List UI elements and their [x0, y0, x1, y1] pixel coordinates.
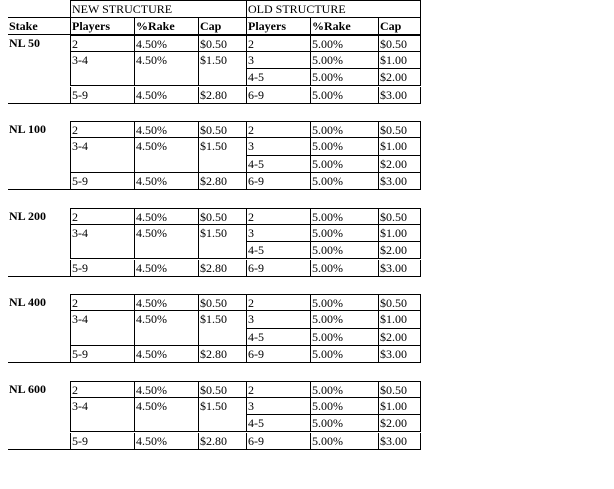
table-cell: 4-5: [246, 415, 310, 432]
table-cell: [134, 156, 198, 173]
table-cell: [198, 242, 246, 259]
table-cell: 3-4: [70, 52, 134, 69]
table-cell: 4-5: [246, 329, 310, 346]
table-cell: $1.00: [378, 225, 421, 242]
table-cell: 4.50%: [134, 35, 198, 52]
table-cell: [134, 69, 198, 86]
table-cell: 3-4: [70, 398, 134, 415]
column-header-1: Players: [70, 17, 134, 34]
table-cell: $2.00: [378, 69, 421, 86]
table-cell: $2.00: [378, 329, 421, 346]
table-cell: $1.00: [378, 52, 421, 69]
spacer-cell: [8, 363, 70, 380]
table-cell: 4-5: [246, 242, 310, 259]
table-cell: 5.00%: [310, 69, 378, 86]
group-spacer-row: [8, 104, 421, 121]
table-row: [8, 294, 421, 311]
table-cell: 4.50%: [134, 346, 198, 363]
table-cell: $3.00: [378, 87, 421, 104]
table-cell: 4-5: [246, 156, 310, 173]
empty-corner-cell: [8, 0, 70, 17]
stake-label: NL 50: [9, 35, 41, 50]
table-cell: $0.50: [378, 381, 421, 398]
table-cell: $3.00: [378, 260, 421, 277]
table-cell: 5.00%: [310, 329, 378, 346]
group-spacer-row: [8, 450, 421, 467]
table-cell: 2: [70, 35, 134, 52]
column-header-2: %Rake: [134, 17, 198, 34]
table-cell: [198, 329, 246, 346]
stake-cell: [8, 225, 70, 242]
stake-label: NL 200: [9, 208, 47, 223]
table-cell: 6-9: [246, 260, 310, 277]
stake-label: NL 100: [9, 122, 47, 137]
table-cell: $0.50: [198, 294, 246, 311]
table-row: [8, 415, 421, 432]
table-cell: 2: [70, 208, 134, 225]
table-cell: [198, 69, 246, 86]
table-row: [8, 138, 421, 155]
table-row: [8, 381, 421, 398]
stake-label: NL 600: [9, 381, 47, 396]
table-cell: $2.80: [198, 346, 246, 363]
table-cell: 5.00%: [310, 242, 378, 259]
table-cell: 6-9: [246, 87, 310, 104]
table-cell: 4.50%: [134, 311, 198, 328]
stake-cell: [8, 260, 70, 277]
table-cell: 4.50%: [134, 208, 198, 225]
table-cell: 4.50%: [134, 294, 198, 311]
table-cell: 4.50%: [134, 138, 198, 155]
table-cell: 4.50%: [134, 173, 198, 190]
table-cell: [134, 415, 198, 432]
spacer-cell: [8, 277, 70, 294]
old-structure-title: OLD STRUCTURE: [246, 0, 421, 17]
table-cell: 3-4: [70, 138, 134, 155]
stake-cell: [8, 346, 70, 363]
table-cell: [134, 329, 198, 346]
spacer-cell: [70, 190, 421, 207]
table-cell: 5.00%: [310, 87, 378, 104]
table-row: [8, 433, 421, 450]
table-row: [8, 346, 421, 363]
table-cell: 2: [246, 381, 310, 398]
table-cell: 5.00%: [310, 138, 378, 155]
stake-cell: [8, 69, 70, 86]
table-row: [8, 173, 421, 190]
stake-cell: [8, 52, 70, 69]
table-cell: 5.00%: [310, 346, 378, 363]
stake-cell: [8, 138, 70, 155]
table-cell: $1.50: [198, 52, 246, 69]
table-cell: 4.50%: [134, 260, 198, 277]
table-cell: 6-9: [246, 173, 310, 190]
table-cell: $3.00: [378, 433, 421, 450]
table-cell: 3: [246, 225, 310, 242]
table-cell: 5-9: [70, 433, 134, 450]
stake-cell: [8, 398, 70, 415]
table-cell: 4-5: [246, 69, 310, 86]
table-cell: 4.50%: [134, 87, 198, 104]
table-cell: 6-9: [246, 346, 310, 363]
table-cell: 3: [246, 138, 310, 155]
table-cell: 5-9: [70, 173, 134, 190]
table-cell: $2.00: [378, 156, 421, 173]
table-cell: $0.50: [378, 121, 421, 138]
table-cell: $1.00: [378, 311, 421, 328]
table-row: [8, 208, 421, 225]
table-cell: [70, 156, 134, 173]
table-cell: 2: [246, 208, 310, 225]
table-cell: [70, 69, 134, 86]
table-cell: 2: [70, 381, 134, 398]
table-cell: 6-9: [246, 433, 310, 450]
stake-cell: [8, 242, 70, 259]
column-header-3: Cap: [198, 17, 246, 34]
table-cell: [70, 329, 134, 346]
stake-cell: [8, 87, 70, 104]
table-cell: $0.50: [378, 208, 421, 225]
spacer-cell: [70, 104, 421, 121]
table-cell: 5.00%: [310, 225, 378, 242]
table-cell: $0.50: [198, 121, 246, 138]
table-row: [8, 242, 421, 259]
spacer-cell: [70, 277, 421, 294]
table-cell: 4.50%: [134, 398, 198, 415]
table-cell: $0.50: [198, 381, 246, 398]
table-row: [8, 225, 421, 242]
table-cell: $0.50: [378, 294, 421, 311]
table-cell: 5.00%: [310, 208, 378, 225]
stake-cell: [8, 415, 70, 432]
table-cell: 3-4: [70, 225, 134, 242]
table-cell: $1.00: [378, 138, 421, 155]
table-row: [8, 35, 421, 52]
column-header-0: Stake: [8, 17, 70, 34]
table-cell: [70, 242, 134, 259]
table-cell: 5.00%: [310, 52, 378, 69]
table-cell: [134, 242, 198, 259]
table-cell: $1.50: [198, 398, 246, 415]
table-cell: $1.00: [378, 398, 421, 415]
table-cell: 5-9: [70, 87, 134, 104]
table-cell: 3: [246, 398, 310, 415]
table-cell: $1.50: [198, 225, 246, 242]
group-spacer-row: [8, 363, 421, 380]
table-cell: 4.50%: [134, 381, 198, 398]
stake-label: NL 400: [9, 295, 47, 310]
column-header-6: Cap: [378, 17, 421, 34]
table-cell: [70, 415, 134, 432]
table-row: [8, 398, 421, 415]
spacer-cell: [8, 190, 70, 207]
group-spacer-row: [8, 277, 421, 294]
table-cell: $1.50: [198, 138, 246, 155]
table-cell: 4.50%: [134, 121, 198, 138]
table-row: [8, 156, 421, 173]
table-cell: $0.50: [198, 35, 246, 52]
table-cell: 3: [246, 52, 310, 69]
table-cell: 3: [246, 311, 310, 328]
table-cell: 5.00%: [310, 398, 378, 415]
column-header-4: Players: [246, 17, 310, 34]
new-structure-title: NEW STRUCTURE: [70, 0, 246, 17]
table-cell: $0.50: [378, 35, 421, 52]
table-cell: $2.80: [198, 87, 246, 104]
table-cell: 5.00%: [310, 381, 378, 398]
table-cell: 5.00%: [310, 35, 378, 52]
table-cell: $2.80: [198, 260, 246, 277]
table-cell: $2.80: [198, 173, 246, 190]
group-spacer-row: [8, 190, 421, 207]
table-cell: 5.00%: [310, 311, 378, 328]
column-header-row: [8, 17, 421, 34]
stake-cell: [8, 156, 70, 173]
table-row: [8, 52, 421, 69]
table-cell: 5.00%: [310, 415, 378, 432]
table-cell: [198, 156, 246, 173]
spacer-cell: [8, 104, 70, 121]
stake-cell: [8, 433, 70, 450]
table-cell: $3.00: [378, 346, 421, 363]
stake-cell: [8, 329, 70, 346]
table-cell: 5-9: [70, 260, 134, 277]
table-cell: 2: [70, 294, 134, 311]
table-cell: $3.00: [378, 173, 421, 190]
table-cell: $2.00: [378, 415, 421, 432]
stake-cell: [8, 173, 70, 190]
table-cell: $0.50: [198, 208, 246, 225]
table-cell: 2: [246, 35, 310, 52]
table-row: [8, 69, 421, 86]
structure-title-row: [8, 0, 421, 17]
table-cell: $2.80: [198, 433, 246, 450]
table-cell: 5.00%: [310, 260, 378, 277]
table-cell: 4.50%: [134, 52, 198, 69]
spacer-cell: [8, 450, 70, 467]
spacer-cell: [70, 363, 421, 380]
table-row: [8, 329, 421, 346]
table-cell: 5.00%: [310, 294, 378, 311]
column-header-5: %Rake: [310, 17, 378, 34]
table-row: [8, 87, 421, 104]
table-cell: 5.00%: [310, 433, 378, 450]
table-cell: 5.00%: [310, 156, 378, 173]
table-cell: 2: [70, 121, 134, 138]
table-cell: 2: [246, 294, 310, 311]
table-cell: 3-4: [70, 311, 134, 328]
table-row: [8, 260, 421, 277]
table-cell: $1.50: [198, 311, 246, 328]
stake-cell: [8, 311, 70, 328]
table-row: [8, 121, 421, 138]
spacer-cell: [70, 450, 421, 467]
table-cell: 2: [246, 121, 310, 138]
table-cell: $2.00: [378, 242, 421, 259]
table-cell: 4.50%: [134, 433, 198, 450]
table-cell: 5-9: [70, 346, 134, 363]
table-cell: 5.00%: [310, 173, 378, 190]
table-row: [8, 311, 421, 328]
table-cell: 5.00%: [310, 121, 378, 138]
table-cell: [198, 415, 246, 432]
table-cell: 4.50%: [134, 225, 198, 242]
